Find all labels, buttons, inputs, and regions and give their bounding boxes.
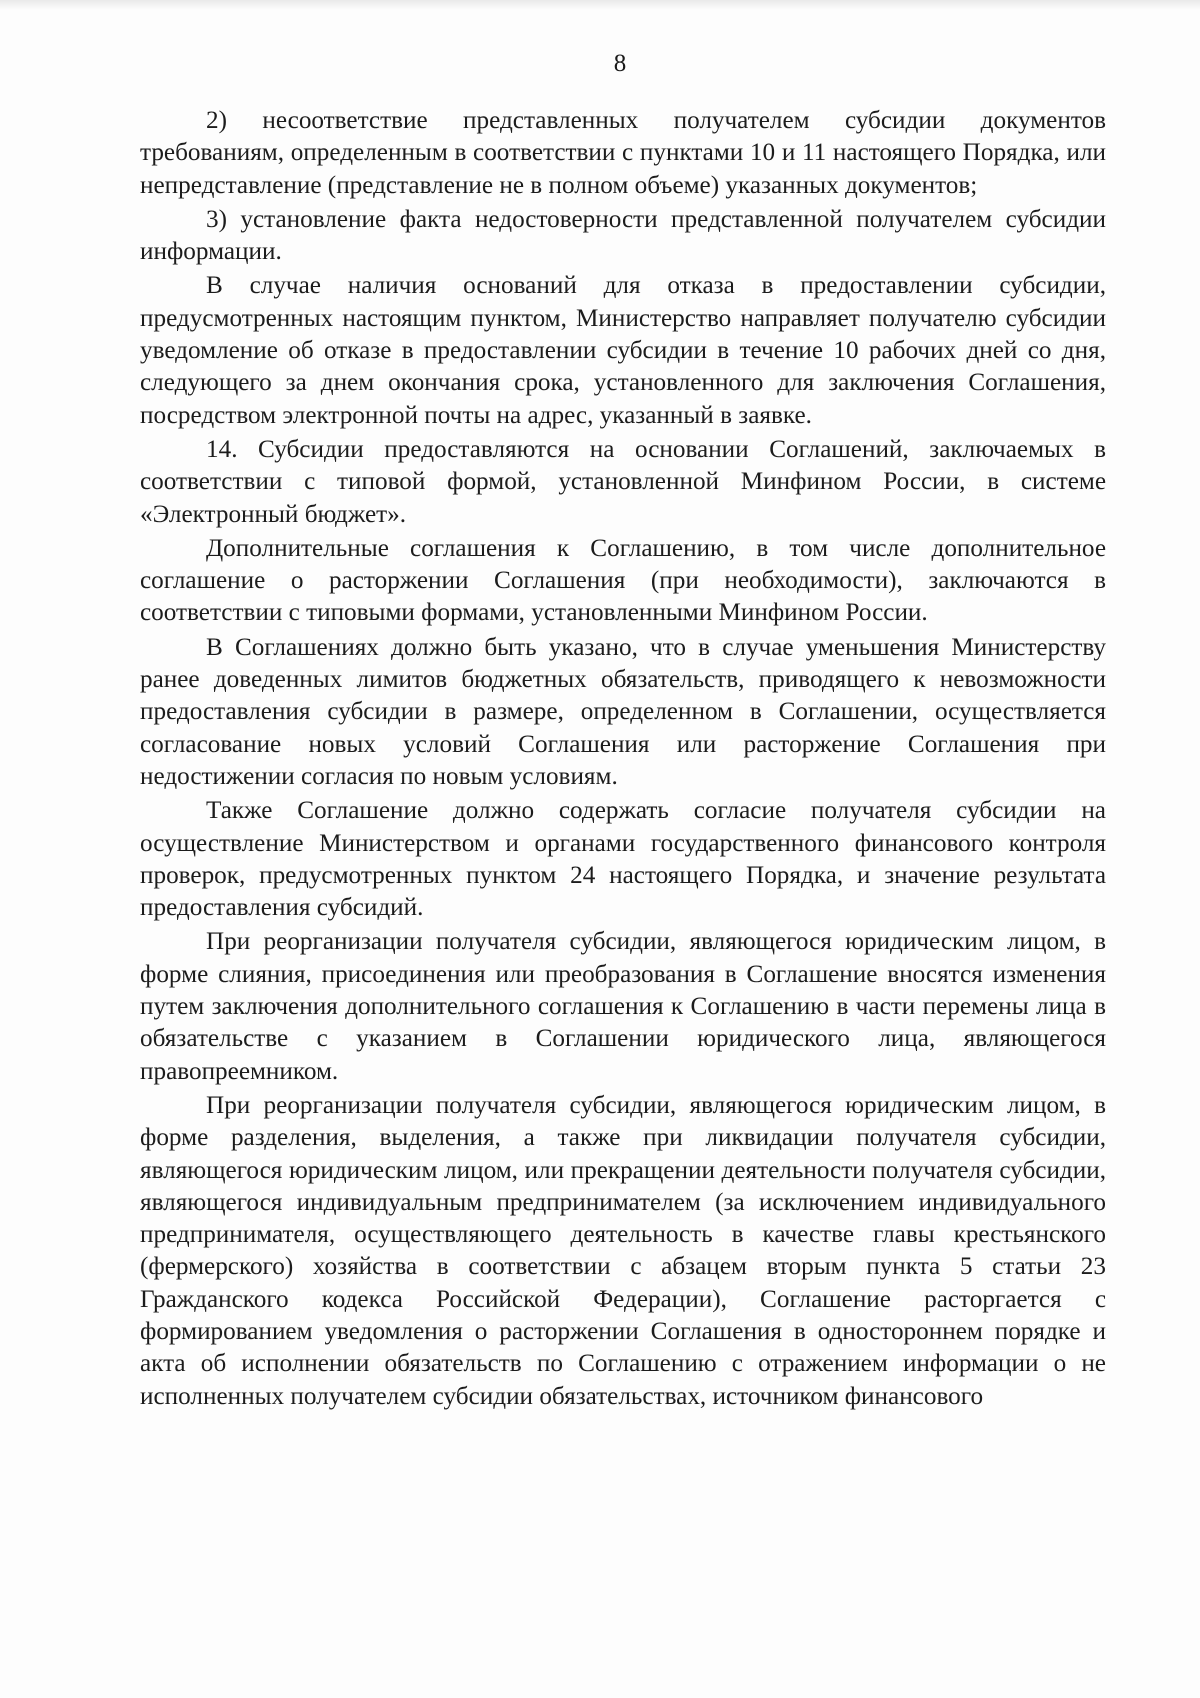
page-number: 8	[613, 50, 627, 77]
paragraph-additional-agreements: Дополнительные соглашения к Соглашению, в том числе дополнительное соглашение о расторжении Соглашения (при необходимости), заключаются в соответствии с типовыми формами, установленными Минфином России.	[140, 534, 1106, 627]
document-body	[140, 105, 1106, 1413]
paragraph-reorganization-division: При реорганизации получателя субсидии, являющегося юридическим лицом, в форме разделения, выделения, а также при ликвидации получателя субсидии, являющегося юридическим лицом, или прекращении деятельности получателя субсидии, являющегося индивидуальным предпринимателем (за исключением индивидуального предпринимателя, осуществляющего деятельность в качестве главы крестьянского (фермерского) хозяйства в соответствии с абзацем вторым пункта 5 статьи 23 Гражданского кодекса Российской Федерации), Соглашение расторгается с формированием уведомления о расторжении Соглашения в одностороннем порядке и акта об исполнении обязательств по Соглашению с отражением информации о не исполненных получателем субсидии обязательствах, источником финансового	[140, 1091, 1106, 1410]
paragraph-refusal-notice: В случае наличия оснований для отказа в предоставлении субсидии, предусмотренных настоящим пунктом, Министерство направляет получателю субсидии уведомление об отказе в предоставлении субсидии в течение 10 рабочих дней со дня, следующего за днем окончания срока, установленного для заключения Соглашения, посредством электронной почты на адрес, указанный в заявке.	[140, 272, 1106, 429]
paragraph-clause-14: 14. Субсидии предоставляются на основании Соглашений, заключаемых в соответствии с типовой формой, установленной Минфином России, в системе «Электронный бюджет».	[140, 435, 1106, 528]
scan-edge-shadow	[0, 0, 1200, 10]
paragraph-limits-reduction: В Соглашениях должно быть указано, что в случае уменьшения Министерству ранее доведенных лимитов бюджетных обязательств, приводящего к невозможности предоставления субсидии в размере, определенном в Соглашении, осуществляется согласование новых условий Соглашения или расторжение Соглашения при недостижении согласия по новым условиям.	[140, 633, 1106, 790]
paragraph-consent-inspections: Также Соглашение должно содержать согласие получателя субсидии на осуществление Министерством и органами государственного финансового контроля проверок, предусмотренных пунктом 24 настоящего Порядка, и значение результата предоставления субсидий.	[140, 797, 1106, 922]
paragraph-item-3: 3) установление факта недостоверности представленной получателем субсидии информации.	[140, 205, 1106, 266]
paragraph-item-2: 2) несоответствие представленных получателем субсидии документов требованиям, определенным в соответствии с пунктами 10 и 11 настоящего Порядка, или непредставление (представление не в полном объеме) указанных документов;	[140, 107, 1106, 199]
paragraph-reorganization-merger: При реорганизации получателя субсидии, являющегося юридическим лицом, в форме слияния, присоединения или преобразования в Соглашение вносятся изменения путем заключения дополнительного соглашения к Соглашению в части перемены лица в обязательстве с указанием в Соглашении юридического лица, являющегося правопреемником.	[140, 928, 1106, 1085]
